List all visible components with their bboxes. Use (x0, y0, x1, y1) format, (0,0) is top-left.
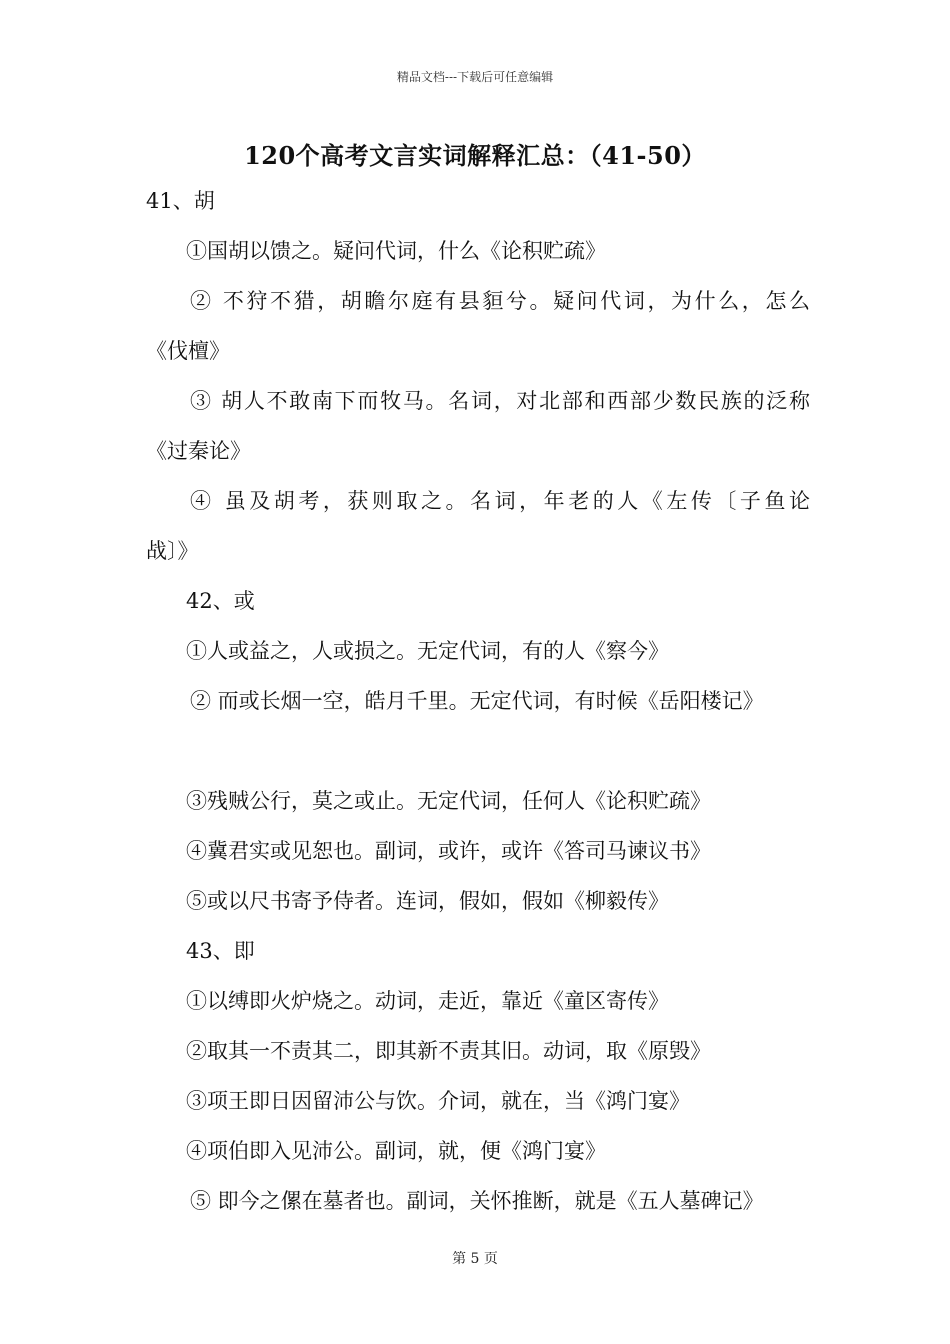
entry-41-4-continued: 战〕》 (146, 539, 199, 563)
entry-43-4: ④项伯即入见沛公。副词，就，便《鸿门宴》 (186, 1139, 606, 1163)
section-heading-43: 43、即 (186, 939, 255, 963)
entry-43-5: ⑤ 即今之傫在墓者也。副词，关怀推断，就是《五人墓碑记》 (190, 1189, 764, 1213)
entry-42-2: ② 而或长烟一空，皓月千里。无定代词，有时候《岳阳楼记》 (190, 689, 764, 713)
entry-42-1: ①人或益之，人或损之。无定代词，有的人《察今》 (186, 639, 669, 663)
entry-43-3: ③项王即日因留沛公与饮。介词，就在，当《鸿门宴》 (186, 1089, 690, 1113)
entry-41-3: ③ 胡人不敢南下而牧马。名词，对北部和西部少数民族的泛称 (190, 389, 810, 413)
entry-41-2: ② 不狩不猎，胡瞻尔庭有县貆兮。疑问代词，为什么，怎么 (190, 289, 810, 313)
entry-42-3: ③残贼公行，莫之或止。无定代词，任何人《论积贮疏》 (186, 789, 711, 813)
entry-41-3-continued: 《过秦论》 (146, 439, 251, 463)
entry-42-5: ⑤或以尺书寄予侍者。连词，假如，假如《柳毅传》 (186, 889, 669, 913)
entry-41-4: ④ 虽及胡考，获则取之。名词，年老的人《左传〔子鱼论 (190, 489, 810, 513)
section-heading-41: 41、胡 (146, 189, 215, 213)
page-number: 第 5 页 (452, 1251, 498, 1267)
entry-41-1: ①国胡以馈之。疑问代词，什么《论积贮疏》 (186, 239, 606, 263)
page-header: 精品文档---下载后可任意编辑 (396, 70, 554, 84)
page-title: 120个高考文言实词解释汇总：（41-50） (244, 141, 706, 170)
entry-43-1: ①以缚即火炉烧之。动词，走近，靠近《童区寄传》 (186, 989, 669, 1013)
section-heading-42: 42、或 (186, 589, 255, 613)
entry-41-2-continued: 《伐檀》 (146, 339, 230, 363)
entry-42-4: ④冀君实或见恕也。副词，或许，或许《答司马谏议书》 (186, 839, 711, 863)
entry-43-2: ②取其一不责其二，即其新不责其旧。动词，取《原毁》 (186, 1039, 711, 1063)
